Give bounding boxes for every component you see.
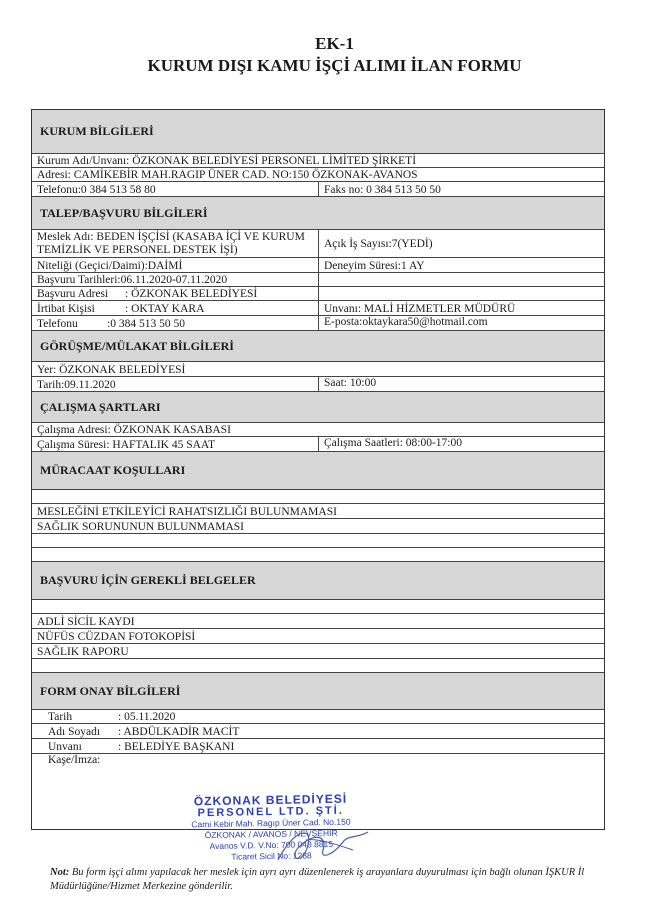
gorusme-tarih-row [32, 377, 604, 392]
deneyim-suresi: Deneyim Süresi:1 AY [318, 258, 604, 272]
talep-telefon [32, 316, 318, 330]
onay-unvan-row [32, 739, 604, 754]
acik-is-sayisi: Açık İş Sayısı:7(YEDİ) [318, 230, 604, 257]
note-label: Not: [50, 867, 70, 878]
onay-unvan-value: : BELEDİYE BAŞKANI [118, 741, 235, 753]
gorusme-saat: Saat: 10:00 [318, 377, 604, 391]
irtibat-label: İrtibat Kişisi [37, 303, 95, 315]
section-muracaat-header: MÜRACAAT KOŞULLARI [32, 452, 604, 490]
kurum-name-row [32, 154, 604, 168]
kurum-address-row [32, 168, 604, 182]
stamp-line-3: Cami Kebir Mah. Ragıp Üner Cad. No.150 [191, 816, 351, 830]
niteligi: Niteliği (Geçici/Daimi):DAİMİ [37, 260, 183, 272]
talep-nitelik-row [32, 258, 604, 273]
kase-imza-label: Kaşe/İmza: [48, 754, 101, 766]
onay-adsoyad [32, 724, 604, 738]
list-item: SAĞLIK RAPORU [32, 644, 604, 659]
onay-tarih [32, 710, 604, 723]
section-talep-header: TALEP/BAŞVURU BİLGİLERİ [32, 197, 604, 230]
list-item: ADLİ SİCİL KAYDI [32, 614, 604, 629]
list-item [32, 548, 604, 562]
talep-meslek-row [32, 230, 604, 258]
onay-adsoyad-label: Adı Soyadı [48, 726, 101, 738]
kurum-name: Kurum Adı/Unvanı: ÖZKONAK BELEDİYESİ PERSONEL LİMİTED ŞİRKETİ [37, 155, 417, 167]
gorusme-yer: Yer: ÖZKONAK BELEDİYESİ [37, 364, 186, 376]
talep-adres-row [32, 287, 604, 301]
list-item [32, 659, 604, 673]
onay-tarih-row [32, 710, 604, 724]
meslek-adi: Meslek Adı: BEDEN İŞÇİSİ (KASABA İÇİ VE KURUM TEMİZLİK VE PERSONEL DESTEK İŞİ) [37, 231, 305, 256]
footer-note [50, 866, 620, 894]
eposta: E-posta:oktaykara50@hotmail.com [318, 316, 604, 330]
calisma-adres-row [32, 423, 604, 437]
list-item [32, 600, 604, 614]
stamp-line-4: ÖZKONAK / AVANOS / NEVŞEHİR [204, 827, 338, 841]
onay-tarih-label: Tarih [48, 711, 73, 723]
calisma-saatleri: Çalışma Saatleri: 08:00-17:00 [318, 437, 604, 451]
talep-telefon-row [32, 316, 604, 331]
section-onay-header: FORM ONAY BİLGİLERİ [32, 673, 604, 710]
gorusme-tarih: Tarih:09.11.2020 [37, 379, 116, 391]
onay-unvan-label: Unvanı [48, 741, 82, 753]
section-calisma-header: ÇALIŞMA ŞARTLARI [32, 392, 604, 423]
list-item: MESLEĞİNİ ETKİLEYİCİ RAHATSIZLIĞI BULUNMAMASI [32, 504, 604, 519]
list-item [32, 534, 604, 548]
onay-tarih-value: : 05.11.2020 [118, 711, 176, 723]
note-text: Bu form işçi alımı yapılacak her meslek için ayrı ayrı düzenlenerek iş arayanlara duyurulması için bağlı olunan İŞKUR İl Müdürlüğüne/Hizmet Merkezine gönderilir. [50, 867, 585, 892]
form-code: EK-1 [315, 34, 354, 53]
form-title: KURUM DIŞI KAMU İŞÇİ ALIMI İLAN FORMU [147, 56, 522, 75]
section-gorusme-header: GÖRÜŞME/MÜLAKAT BİLGİLERİ [32, 331, 604, 362]
onay-unvan [32, 739, 604, 753]
stamp-line-5: Avanos V.D. V.No: 700 048 8815 [209, 838, 334, 852]
job-posting-form [31, 109, 605, 830]
kurum-fax: Faks no: 0 384 513 50 50 [318, 182, 604, 196]
empty-cell [318, 287, 604, 300]
stamp-line-6: Ticaret Sicil No: 1288 [231, 850, 312, 862]
calisma-suresi: Çalışma Süresi: HAFTALIK 45 SAAT [37, 439, 215, 451]
talep-irtibat-row [32, 301, 604, 316]
list-item: SAĞLIK SORUNUNUN BULUNMAMASI [32, 519, 604, 534]
stamp-line-2: PERSONEL LTD. ŞTİ. [197, 804, 344, 820]
basvuru-adresi-value: : ÖZKONAK BELEDİYESİ [125, 288, 258, 300]
kurum-address: Adresi: CAMİKEBİR MAH.RAGIP ÜNER CAD. NO:150 ÖZKONAK-AVANOS [37, 169, 418, 181]
signature [268, 820, 378, 870]
telefon-value: :0 384 513 50 50 [107, 318, 185, 330]
onay-adsoyad-row [32, 724, 604, 739]
irtibat-unvan: Unvanı: MALİ HİZMETLER MÜDÜRÜ [318, 301, 604, 315]
kurum-contact-row [32, 182, 604, 197]
gorusme-yer-row [32, 362, 604, 377]
section-kurum-header: KURUM BİLGİLERİ [32, 110, 604, 154]
telefon-label: Telefonu [37, 318, 78, 330]
basvuru-adresi [32, 287, 318, 300]
section-belgeler-header: BAŞVURU İÇİN GEREKLİ BELGELER [32, 562, 604, 600]
calisma-adresi: Çalışma Adresi: ÖZKONAK KASABASI [37, 424, 231, 436]
calisma-sure-row [32, 437, 604, 452]
kurum-phone: Telefonu:0 384 513 58 80 [37, 184, 156, 196]
irtibat-value: : OKTAY KARA [125, 303, 205, 315]
basvuru-adresi-label: Başvuru Adresi [37, 288, 109, 300]
basvuru-tarihleri: Başvuru Tarihleri:06.11.2020-07.11.2020 [37, 274, 228, 286]
talep-tarih-row [32, 273, 604, 287]
onay-adsoyad-value: : ABDÜLKADİR MACİT [118, 726, 240, 738]
stamp-line-1: ÖZKONAK BELEDİYESİ [193, 791, 348, 809]
list-item: NÜFÜS CÜZDAN FOTOKOPİSİ [32, 629, 604, 644]
empty-cell [318, 273, 604, 286]
list-item [32, 490, 604, 504]
irtibat-kisisi [32, 301, 318, 315]
